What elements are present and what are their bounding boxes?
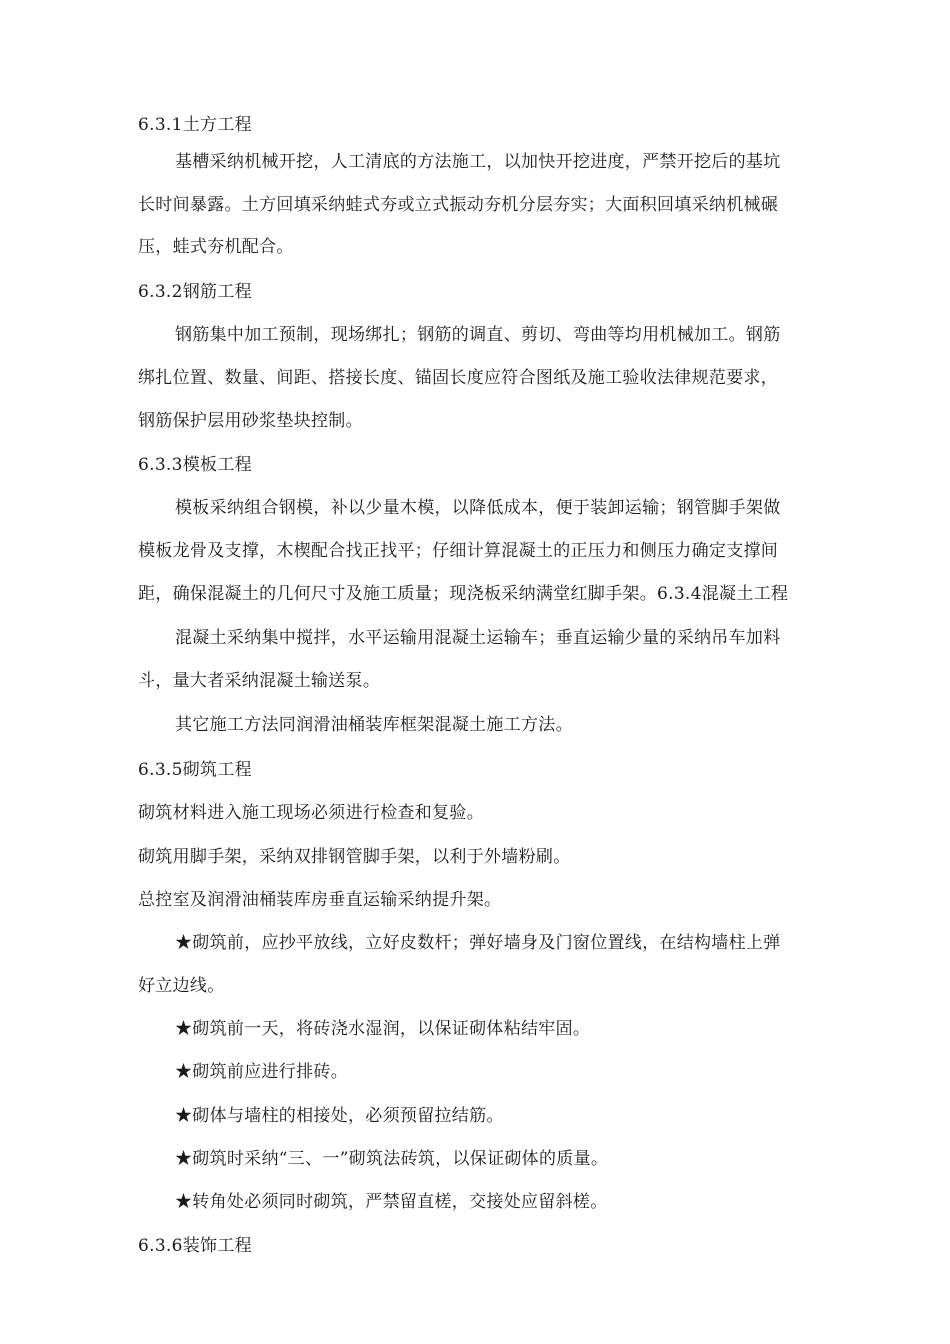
bullet-item-continuation: 好立边线。 <box>138 976 225 996</box>
bullet-item: ★砌筑前，应抄平放线，立好皮数杆；弹好墙身及门窗位置线，在结构墙柱上弹 <box>175 933 781 953</box>
bullet-item: ★转角处必须同时砌筑，严禁留直槎，交接处应留斜槎。 <box>175 1192 608 1212</box>
heading-6-3-5: 6.3.5砌筑工程 <box>138 760 252 780</box>
paragraph-line: 斗，量大者采纳混凝土输送泵。 <box>138 671 381 691</box>
paragraph-line: 总控室及润滑油桶装库房垂直运输采纳提升架。 <box>138 890 502 910</box>
bullet-item: ★砌筑时采纳“三、一”砌筑法砖筑，以保证砌体的质量。 <box>175 1149 609 1169</box>
paragraph-line: 砌筑材料进入施工现场必须进行检查和复验。 <box>138 803 484 823</box>
paragraph-line: 绑扎位置、数量、间距、搭接长度、锚固长度应符合图纸及施工验收法律规范要求， <box>138 368 779 388</box>
paragraph-line: 模板采纳组合钢模，补以少量木模，以降低成本，便于装卸运输；钢管脚手架做 <box>175 498 781 518</box>
heading-6-3-3: 6.3.3模板工程 <box>138 455 252 475</box>
paragraph-line: 长时间暴露。土方回填采纳蛙式夯或立式振动夯机分层夯实；大面积回填采纳机械碾 <box>138 195 779 215</box>
bullet-item: ★砌筑前应进行排砖。 <box>175 1062 348 1082</box>
paragraph-line: 钢筋保护层用砂浆垫块控制。 <box>138 411 363 431</box>
paragraph-line: 混凝土采纳集中搅拌，水平运输用混凝土运输车；垂直运输少量的采纳吊车加料 <box>175 628 781 648</box>
paragraph-line: 压，蛙式夯机配合。 <box>138 237 294 257</box>
bullet-item: ★砌筑前一天，将砖浇水湿润，以保证砌体粘结牢固。 <box>175 1019 591 1039</box>
paragraph-line: 模板龙骨及支撑，木楔配合找正找平；仔细计算混凝土的正压力和侧压力确定支撑间 <box>138 541 779 561</box>
bullet-item: ★砌体与墙柱的相接处，必须预留拉结筋。 <box>175 1106 504 1126</box>
paragraph-line: 钢筋集中加工预制，现场绑扎；钢筋的调直、剪切、弯曲等均用机械加工。钢筋 <box>175 325 781 345</box>
paragraph-line: 基槽采纳机械开挖，人工清底的方法施工，以加快开挖进度，严禁开挖后的基坑 <box>175 152 781 172</box>
heading-6-3-6: 6.3.6装饰工程 <box>138 1236 252 1256</box>
paragraph-line: 距，确保混凝土的几何尺寸及施工质量；现浇板采纳满堂红脚手架。6.3.4混凝土工程 <box>138 584 789 604</box>
paragraph-line: 其它施工方法同润滑油桶装库框架混凝土施工方法。 <box>175 715 573 735</box>
paragraph-line: 砌筑用脚手架，采纳双排钢管脚手架，以利于外墙粉刷。 <box>138 847 571 867</box>
heading-6-3-2: 6.3.2钢筋工程 <box>138 282 252 302</box>
heading-6-3-1: 6.3.1土方工程 <box>138 115 252 135</box>
